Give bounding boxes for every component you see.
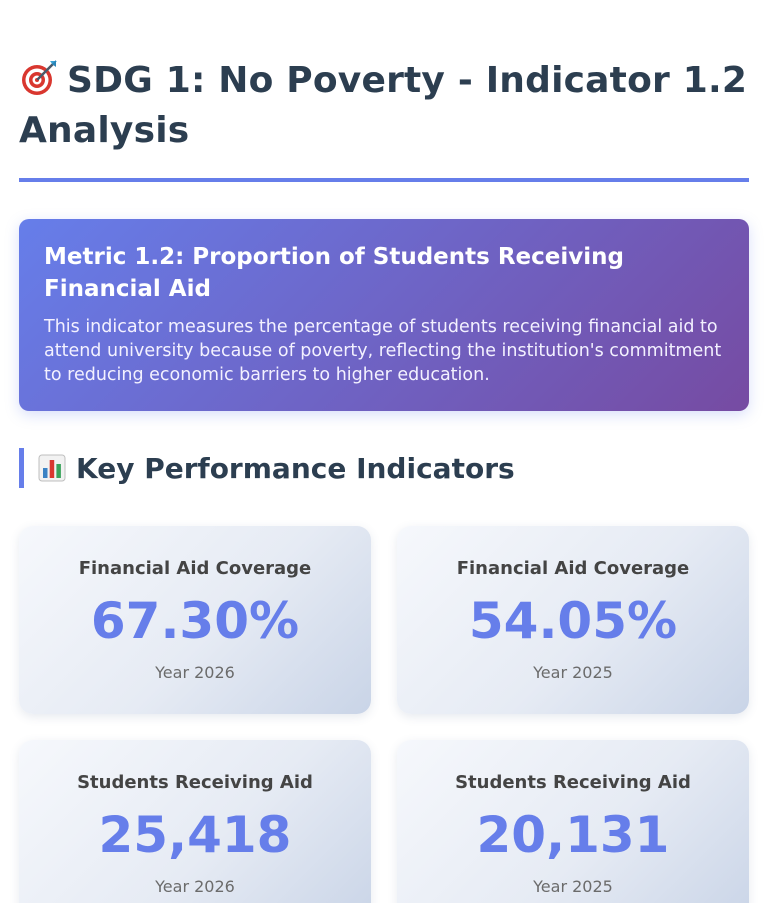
kpi-card-aid-coverage-2025 [397, 526, 749, 714]
bar-chart-icon [38, 454, 66, 482]
kpi-label: Financial Aid Coverage [456, 558, 690, 579]
kpi-section-heading [19, 448, 749, 488]
title-divider [19, 178, 749, 182]
metric-description: This indicator measures the percentage of students receiving financial aid to attend university because of poverty, reflecting the institution's commitment to reducing economic barriers to higher education. [44, 317, 722, 385]
kpi-value: 20,131 [476, 806, 670, 864]
kpi-year: Year 2026 [155, 877, 235, 896]
kpi-value: 67.30% [90, 592, 300, 650]
kpi-year: Year 2026 [155, 663, 235, 682]
kpi-label: Financial Aid Coverage [78, 558, 312, 579]
kpi-year: Year 2025 [533, 877, 613, 896]
page-title-text: SDG 1: No Poverty - Indicator 1.2 Analysis [19, 60, 748, 151]
kpi-card-students-aid-2025 [397, 740, 749, 903]
kpi-label: Students Receiving Aid [455, 772, 691, 793]
kpi-grid [19, 526, 749, 903]
kpi-section-heading-text: Key Performance Indicators [76, 451, 515, 485]
metric-title: Metric 1.2: Proportion of Students Receiving Financial Aid [44, 244, 624, 302]
kpi-year: Year 2025 [533, 663, 613, 682]
kpi-value: 54.05% [468, 592, 678, 650]
kpi-value: 25,418 [98, 806, 292, 864]
kpi-label: Students Receiving Aid [77, 772, 313, 793]
kpi-card-aid-coverage-2026 [19, 526, 371, 714]
metric-card [19, 219, 749, 411]
kpi-card-students-aid-2026 [19, 740, 371, 903]
target-icon [19, 58, 59, 98]
page-title [19, 0, 749, 156]
